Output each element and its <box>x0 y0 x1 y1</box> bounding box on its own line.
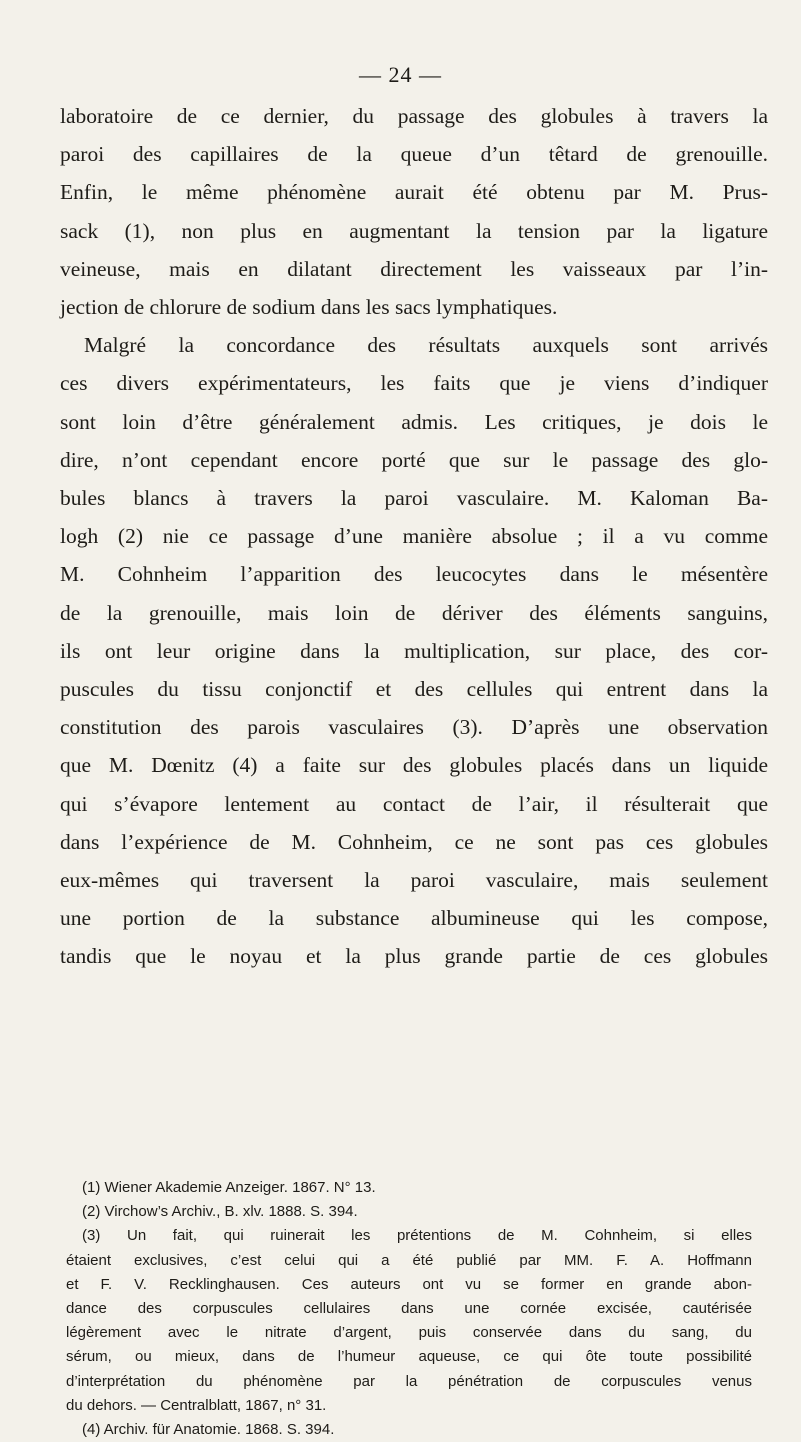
footnote-3-line: sérum, ou mieux, dans de l’humeur aqueuse, ce qui ôte toute possibilité <box>66 1348 752 1366</box>
footnote-3-line: légèrement avec le nitrate d’argent, puis conservée dans du sang, du <box>66 1324 752 1342</box>
body-line: que M. Dœnitz (4) a faite sur des globules placés dans un liquide <box>60 753 768 778</box>
body-line: bules blancs à travers la paroi vasculaire. M. Kaloman Ba- <box>60 486 768 511</box>
body-line: dans l’expérience de M. Cohnheim, ce ne sont pas ces globules <box>60 829 768 854</box>
footnote-1: (1) Wiener Akademie Anzeiger. 1867. N° 13. <box>82 1179 376 1196</box>
body-line: dire, n’ont cependant encore porté que sur le passage des glo- <box>60 447 768 472</box>
body-line: ces divers expérimentateurs, les faits que je viens d’indiquer <box>60 371 768 396</box>
body-line: constitution des parois vasculaires (3). D’après une observation <box>60 715 768 740</box>
body-line: sont loin d’être généralement admis. Les critiques, je dois le <box>60 409 768 434</box>
body-line: Enfin, le même phénomène aurait été obtenu par M. Prus- <box>60 180 768 205</box>
footnote-3: (3) Un fait, qui ruinerait les prétentions de M. Cohnheim, si elles <box>82 1227 752 1245</box>
footnote-3-line: dance des corpuscules cellulaires dans une cornée excisée, cautérisée <box>66 1300 752 1318</box>
body-line: logh (2) nie ce passage d’une manière absolue ; il a vu comme <box>60 524 768 549</box>
body-line: M. Cohnheim l’apparition des leucocytes dans le mésentère <box>60 562 768 587</box>
body-line: tandis que le noyau et la plus grande partie de ces globules <box>60 944 768 969</box>
body-line: eux-mêmes qui traversent la paroi vasculaire, mais seulement <box>60 868 768 893</box>
body-line: ils ont leur origine dans la multiplication, sur place, des cor- <box>60 638 768 663</box>
footnote-3-line: et F. V. Recklinghausen. Ces auteurs ont vu se former en grande abon- <box>66 1275 752 1293</box>
page-number: — 24 — <box>359 62 442 87</box>
footnote-4: (4) Archiv. für Anatomie. 1868. S. 394. <box>82 1421 335 1439</box>
body-line: jection de chlorure de sodium dans les sacs lymphatiques. <box>60 295 558 320</box>
body-line: qui s’évapore lentement au contact de l’air, il résulterait que <box>60 791 768 816</box>
body-text <box>60 97 768 976</box>
body-line: veineuse, mais en dilatant directement les vaisseaux par l’in- <box>60 256 768 281</box>
body-line: sack (1), non plus en augmentant la tension par la ligature <box>60 218 768 243</box>
footnote-2: (2) Virchow’s Archiv., B. xlv. 1888. S. 394. <box>82 1203 358 1221</box>
footnote-3-line: d’interprétation du phénomène par la pénétration de corpuscules venus <box>66 1372 752 1390</box>
body-line: paroi des capillaires de la queue d’un têtard de grenouille. <box>60 142 768 167</box>
body-line: de la grenouille, mais loin de dériver des éléments sanguins, <box>60 600 768 625</box>
body-line: Malgré la concordance des résultats auxquels sont arrivés <box>84 333 768 358</box>
footnotes <box>66 1176 752 1442</box>
footnote-3-line: étaient exclusives, c’est celui qui a été publié par MM. F. A. Hoffmann <box>66 1251 752 1269</box>
body-line: laboratoire de ce dernier, du passage des globules à travers la <box>60 104 768 128</box>
body-line: puscules du tissu conjonctif et des cellules qui entrent dans la <box>60 677 768 702</box>
footnote-3-line: du dehors. — Centralblatt, 1867, n° 31. <box>66 1396 327 1414</box>
body-line: une portion de la substance albumineuse qui les compose, <box>60 906 768 931</box>
